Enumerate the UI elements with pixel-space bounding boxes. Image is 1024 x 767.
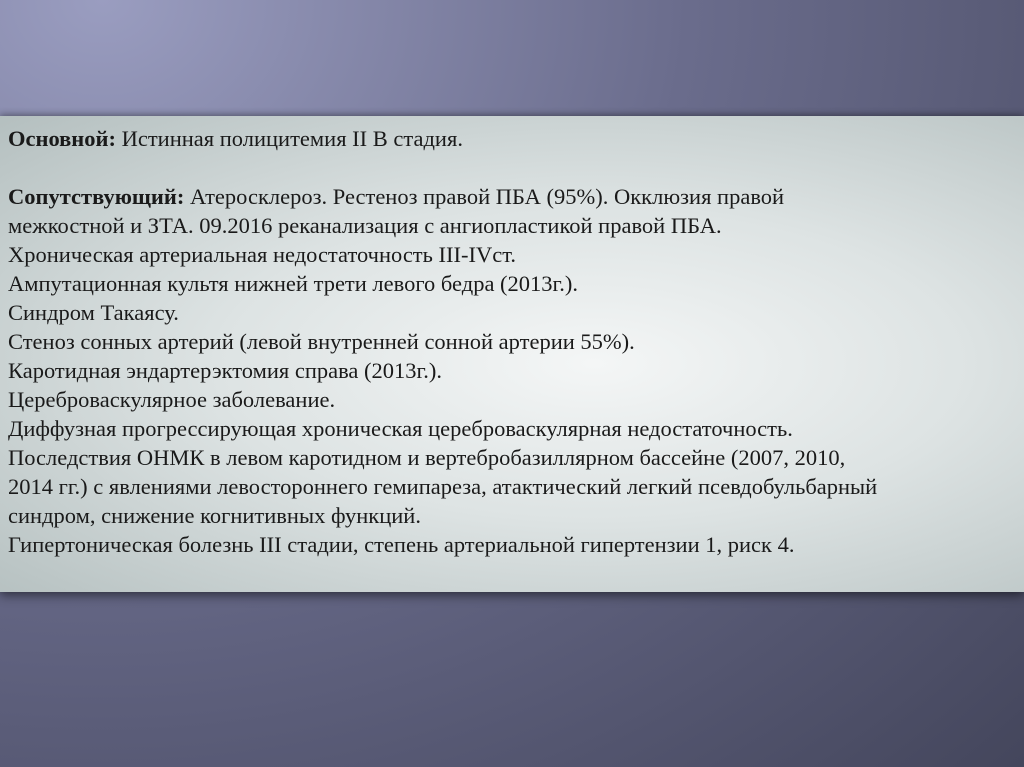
main-diagnosis <box>8 124 1004 153</box>
concomitant-diagnosis <box>8 182 1004 559</box>
concomitant-first-line <box>8 182 1004 211</box>
concomitant-line: Хроническая артериальная недостаточность III-IVст. <box>8 242 516 267</box>
main-diagnosis-text: Истинная полицитемия II В стадия. <box>115 126 463 151</box>
concomitant-line: Последствия ОНМК в левом каротидном и вертебробазиллярном бассейне (2007, 2010, <box>8 445 846 470</box>
concomitant-first-line-text: Атеросклероз. Рестеноз правой ПБА (95%). Окклюзия правой <box>184 184 785 209</box>
concomitant-line: межкостной и ЗТА. 09.2016 реканализация с ангиопластикой правой ПБА. <box>8 213 722 238</box>
concomitant-line: Цереброваскулярное заболевание. <box>8 387 336 412</box>
concomitant-line: синдром, снижение когнитивных функций. <box>8 503 421 528</box>
concomitant-line: Ампутационная культя нижней трети левого бедра (2013г.). <box>8 271 578 296</box>
main-diagnosis-label: Основной: <box>8 126 116 151</box>
content-panel <box>0 116 1024 592</box>
concomitant-line: Каротидная эндартерэктомия справа (2013г.). <box>8 358 442 383</box>
concomitant-line: 2014 гг.) с явлениями левостороннего гемипареза, атактический легкий псевдобульбарный <box>8 474 878 499</box>
concomitant-line: Гипертоническая болезнь III стадии, степень артериальной гипертензии 1, риск 4. <box>8 532 795 557</box>
paragraph-spacer <box>8 153 1004 182</box>
concomitant-line: Стеноз сонных артерий (левой внутренней сонной артерии 55%). <box>8 329 635 354</box>
concomitant-diagnosis-label: Сопутствующий: <box>8 184 185 209</box>
concomitant-line: Синдром Такаясу. <box>8 300 179 325</box>
concomitant-line: Диффузная прогрессирующая хроническая цереброваскулярная недостаточность. <box>8 416 793 441</box>
